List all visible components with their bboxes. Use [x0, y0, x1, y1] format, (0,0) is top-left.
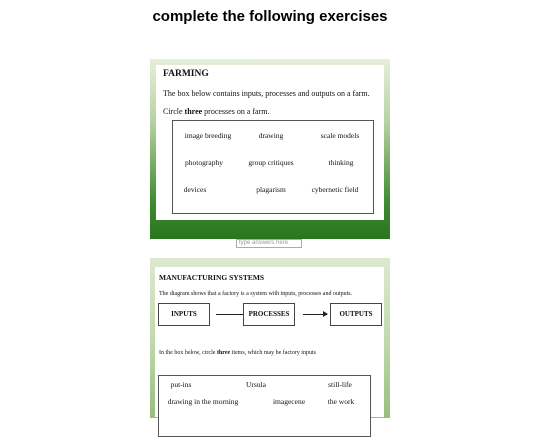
- option-item[interactable]: thinking: [328, 158, 354, 167]
- instruction-emphasis: three: [184, 107, 203, 116]
- arrow-icon: [303, 314, 327, 315]
- option-item[interactable]: drawing: [258, 131, 284, 140]
- option-item[interactable]: still-life: [328, 380, 352, 389]
- instruction-suffix: processes on a farm.: [202, 107, 270, 116]
- exercise-card-manufacturing: [150, 258, 390, 418]
- exercise-instruction: [159, 350, 316, 356]
- option-item[interactable]: group critiques: [248, 158, 294, 167]
- option-item[interactable]: the work: [327, 397, 355, 406]
- exercise-sheet: [155, 267, 384, 417]
- flow-box-outputs: OUTPUTS: [330, 303, 382, 326]
- exercise-title: MANUFACTURING SYSTEMS: [159, 273, 265, 282]
- flow-box-inputs: INPUTS: [158, 303, 210, 326]
- options-box: [158, 375, 371, 437]
- exercise-sheet: [156, 65, 384, 220]
- option-item[interactable]: Ursula: [246, 380, 266, 389]
- instruction-emphasis: three: [216, 350, 231, 356]
- instruction-prefix: Circle: [163, 107, 185, 116]
- exercise-instruction: [163, 107, 269, 116]
- exercise-title: FARMING: [163, 69, 209, 79]
- answer-input[interactable]: type answers here: [236, 239, 302, 248]
- exercise-card-farming: [150, 59, 390, 239]
- option-item[interactable]: photography: [185, 158, 223, 167]
- option-item[interactable]: devices: [183, 185, 207, 194]
- option-item[interactable]: put-ins: [170, 380, 192, 389]
- page-heading: complete the following exercises: [152, 8, 388, 25]
- exercise-intro: The box below contains inputs, processes and outputs on a farm.: [163, 89, 370, 98]
- instruction-prefix: In the box below, circle: [159, 350, 217, 356]
- option-item[interactable]: cybernetic field: [311, 185, 359, 194]
- option-item[interactable]: plagarism: [256, 185, 286, 194]
- option-item[interactable]: imagecene: [272, 397, 306, 406]
- exercise-intro: The diagram shows that a factory is a system with inputs, processes and outputs.: [159, 291, 353, 297]
- option-item[interactable]: scale models: [320, 131, 360, 140]
- option-item[interactable]: drawing in the morning: [167, 397, 239, 406]
- instruction-suffix: items, which may be factory inputs: [230, 350, 316, 356]
- options-box: [172, 120, 374, 214]
- flow-box-processes: PROCESSES: [243, 303, 295, 326]
- option-item[interactable]: image breeding: [184, 131, 232, 140]
